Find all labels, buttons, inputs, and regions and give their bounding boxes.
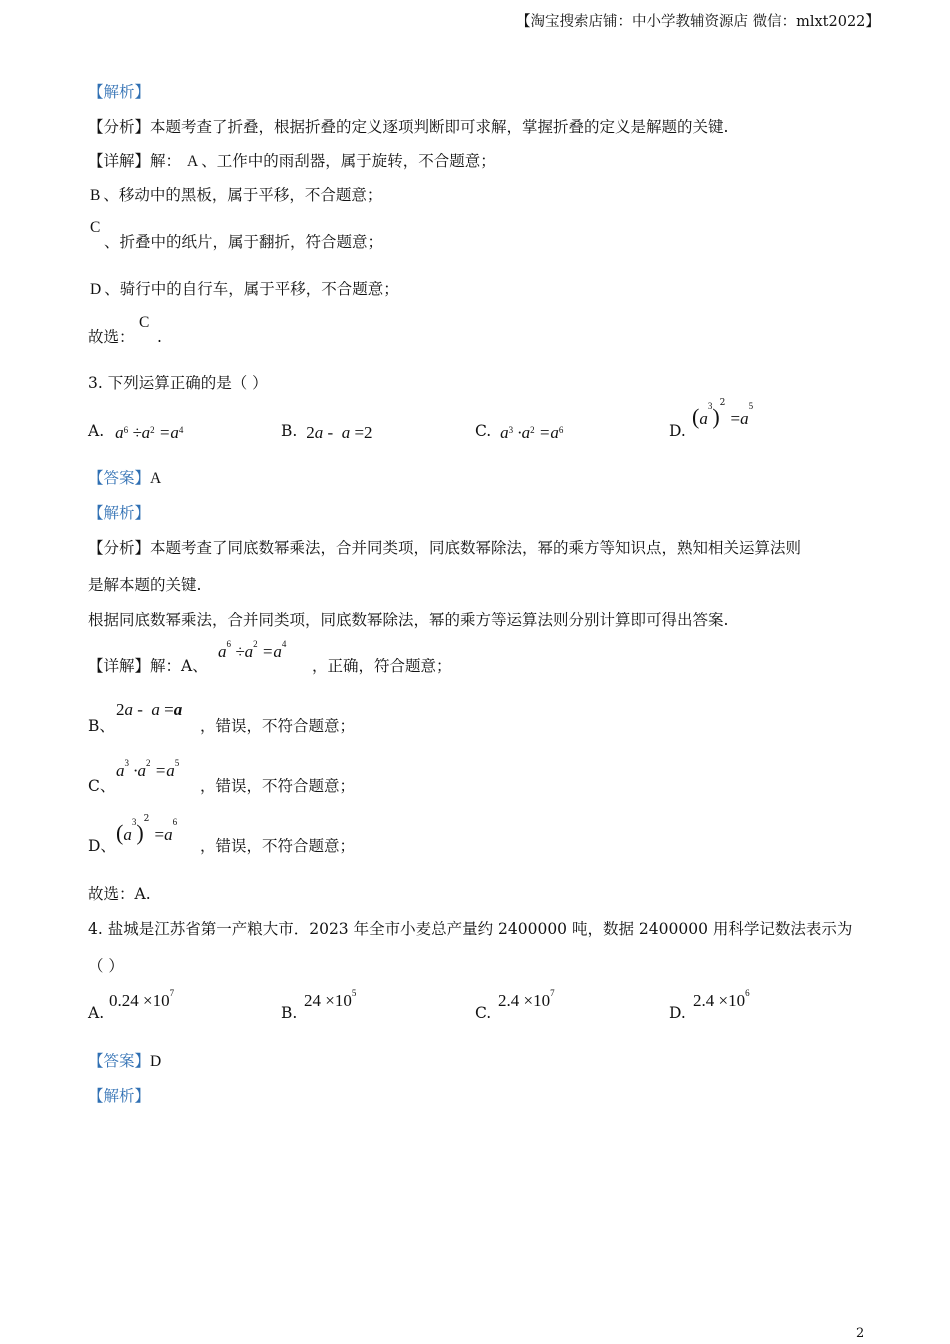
q2-option-b-detail <box>90 185 382 206</box>
q4-answer <box>88 1051 161 1072</box>
q3-detail-b-prefix: B、 <box>88 717 115 735</box>
q3-option-d-label: D. <box>669 422 686 440</box>
q3-detail-d-text: ，错误，不符合题意； <box>200 837 356 855</box>
q3-daan-tag: 【答案】 <box>88 469 151 487</box>
q3-xiangjie-prefix: 解：A、 <box>150 657 208 675</box>
q3-option-c-expr: $a^3 \cdot a^2 =a^6$ <box>500 423 564 442</box>
q3-option-a <box>88 421 183 441</box>
q4-option-d-label: D. <box>669 1004 686 1022</box>
q3-detail-b-expr: 2a - a =a <box>116 700 183 719</box>
q4-option-b-exp: 5 <box>351 988 357 998</box>
q2-c-text: 、折叠中的纸片，属于翻折，符合题意； <box>104 233 384 251</box>
q3-analysis-line2: 是解本题的关键. <box>88 576 202 594</box>
q2-a-letter: A <box>187 153 199 170</box>
q4-option-b-expr: $24 \times 10^5$ <box>304 988 357 1010</box>
q3-option-a-expr: $a^6 \div a^2 =a^4$ <box>115 423 184 442</box>
q3-detail-d-prefix: D、 <box>88 837 116 855</box>
q3-daan: A <box>150 470 162 487</box>
q3-option-d-expr: $(a^3)^2 =a^5$ <box>692 398 754 429</box>
q3-detail-c-prefix: C、 <box>88 777 116 795</box>
q2-xiangjie-tag: 【详解】 <box>88 152 151 170</box>
q2-jiexi-heading: 【解析】 <box>88 83 151 101</box>
q3-analysis-line3: 根据同底数幂乘法，合并同类项，同底数幂除法，幂的乘方等运算法则分别计算即可得出答案. <box>88 611 729 629</box>
q4-stem-line2: （ ） <box>88 957 124 975</box>
page-number: 2 <box>856 1326 865 1341</box>
q4-daan: D <box>150 1053 162 1070</box>
q2-b-letter: B <box>90 187 101 204</box>
q3-fenxi-tag: 【分析】 <box>88 539 151 557</box>
q2-guxuan-letter: C <box>139 314 150 331</box>
q3-detail-c-text: ，错误，不符合题意； <box>200 777 356 795</box>
q3-option-c <box>475 421 563 441</box>
q4-option-a-exp: 7 <box>169 988 175 998</box>
q4-option-d-mant: 2.4 <box>693 991 715 1010</box>
q3-option-a-label: A. <box>88 422 105 440</box>
q2-b-text: 、移动中的黑板，属于平移，不合题意； <box>103 186 383 204</box>
q4-option-c-expr: $2.4 \times 10^7$ <box>498 988 555 1010</box>
q3-xiangjie-tag: 【详解】 <box>88 657 151 675</box>
q4-option-a-mant: 0.24 <box>109 991 139 1010</box>
q3-option-b-expr: 2a - a =2 <box>306 423 373 442</box>
q3-detail-b-text: ，错误，不符合题意； <box>200 717 356 735</box>
q3-jiexi-heading: 【解析】 <box>88 504 151 522</box>
q3-detail-a-text: ，正确，符合题意； <box>312 657 452 675</box>
q2-guxuan-end: . <box>157 328 162 346</box>
q2-detail <box>88 151 496 172</box>
q2-fenxi-text: 本题考查了折叠，根据折叠的定义逐项判断即可求解，掌握折叠的定义是解题的关键. <box>150 118 729 136</box>
q2-guxuan: 故选： <box>88 328 135 346</box>
q2-d-text: 、骑行中的自行车，属于平移，不合题意； <box>104 280 399 298</box>
q3-detail-c-expr: $a^3 \cdot a^2 =a^5$ <box>116 758 180 780</box>
q4-option-c-exp: 7 <box>550 988 555 998</box>
q4-option-d-exp: 6 <box>745 988 750 998</box>
q3-detail-d-expr: $(a^3)^2 =a^6$ <box>116 814 178 845</box>
q2-xiangjie-prefix: 解： <box>150 152 182 170</box>
q3-option-b <box>281 421 373 441</box>
q4-jiexi-heading: 【解析】 <box>88 1087 151 1105</box>
q4-option-c-mant: 2.4 <box>498 991 520 1010</box>
header-banner: 【淘宝搜索店铺：中小学教辅资源店 微信：mlxt2022】 <box>516 14 880 30</box>
q3-option-c-label: C. <box>475 422 492 440</box>
q2-analysis <box>88 117 728 137</box>
q3-detail-a <box>88 656 208 676</box>
q3-answer <box>88 468 161 489</box>
q3-fenxi-line1: 本题考查了同底数幂乘法，合并同类项，同底数幂除法，幂的乘方等知识点，熟知相关运算法则 <box>150 539 802 557</box>
q3-guxuan: 故选：A. <box>88 885 151 903</box>
q4-option-c-label: C. <box>475 1004 492 1022</box>
q2-a-text: 、工作中的雨刮器，属于旋转，不合题意； <box>201 152 496 170</box>
q4-option-a-expr: $0.24 \times 10^7$ <box>109 988 175 1010</box>
q3-detail-a-expr: $a^6 \div a^2 =a^4$ <box>218 639 287 661</box>
q4-daan-tag: 【答案】 <box>88 1052 151 1070</box>
q4-option-b-label: B. <box>281 1004 298 1022</box>
q2-c-letter: C <box>90 219 101 236</box>
q4-option-b-mant: 24 <box>304 991 321 1010</box>
q2-d-letter: D <box>90 281 102 298</box>
q3-option-b-label: B. <box>281 422 298 440</box>
q2-option-d-detail <box>90 279 399 300</box>
q2-fenxi-tag: 【分析】 <box>88 118 151 136</box>
q3-option-d <box>669 421 686 441</box>
q3-stem: 3. 下列运算正确的是（ ） <box>88 374 268 392</box>
q3-analysis-line1 <box>88 538 801 558</box>
q4-stem-line1: 4. 盐城是江苏省第一产粮大市．2023 年全市小麦总产量约 2400000 吨，数据 2400000 用科学记数法表示为 <box>88 920 853 938</box>
q4-option-a-label: A. <box>88 1004 105 1022</box>
q4-option-d-expr: $2.4 \times 10^6$ <box>693 988 750 1010</box>
